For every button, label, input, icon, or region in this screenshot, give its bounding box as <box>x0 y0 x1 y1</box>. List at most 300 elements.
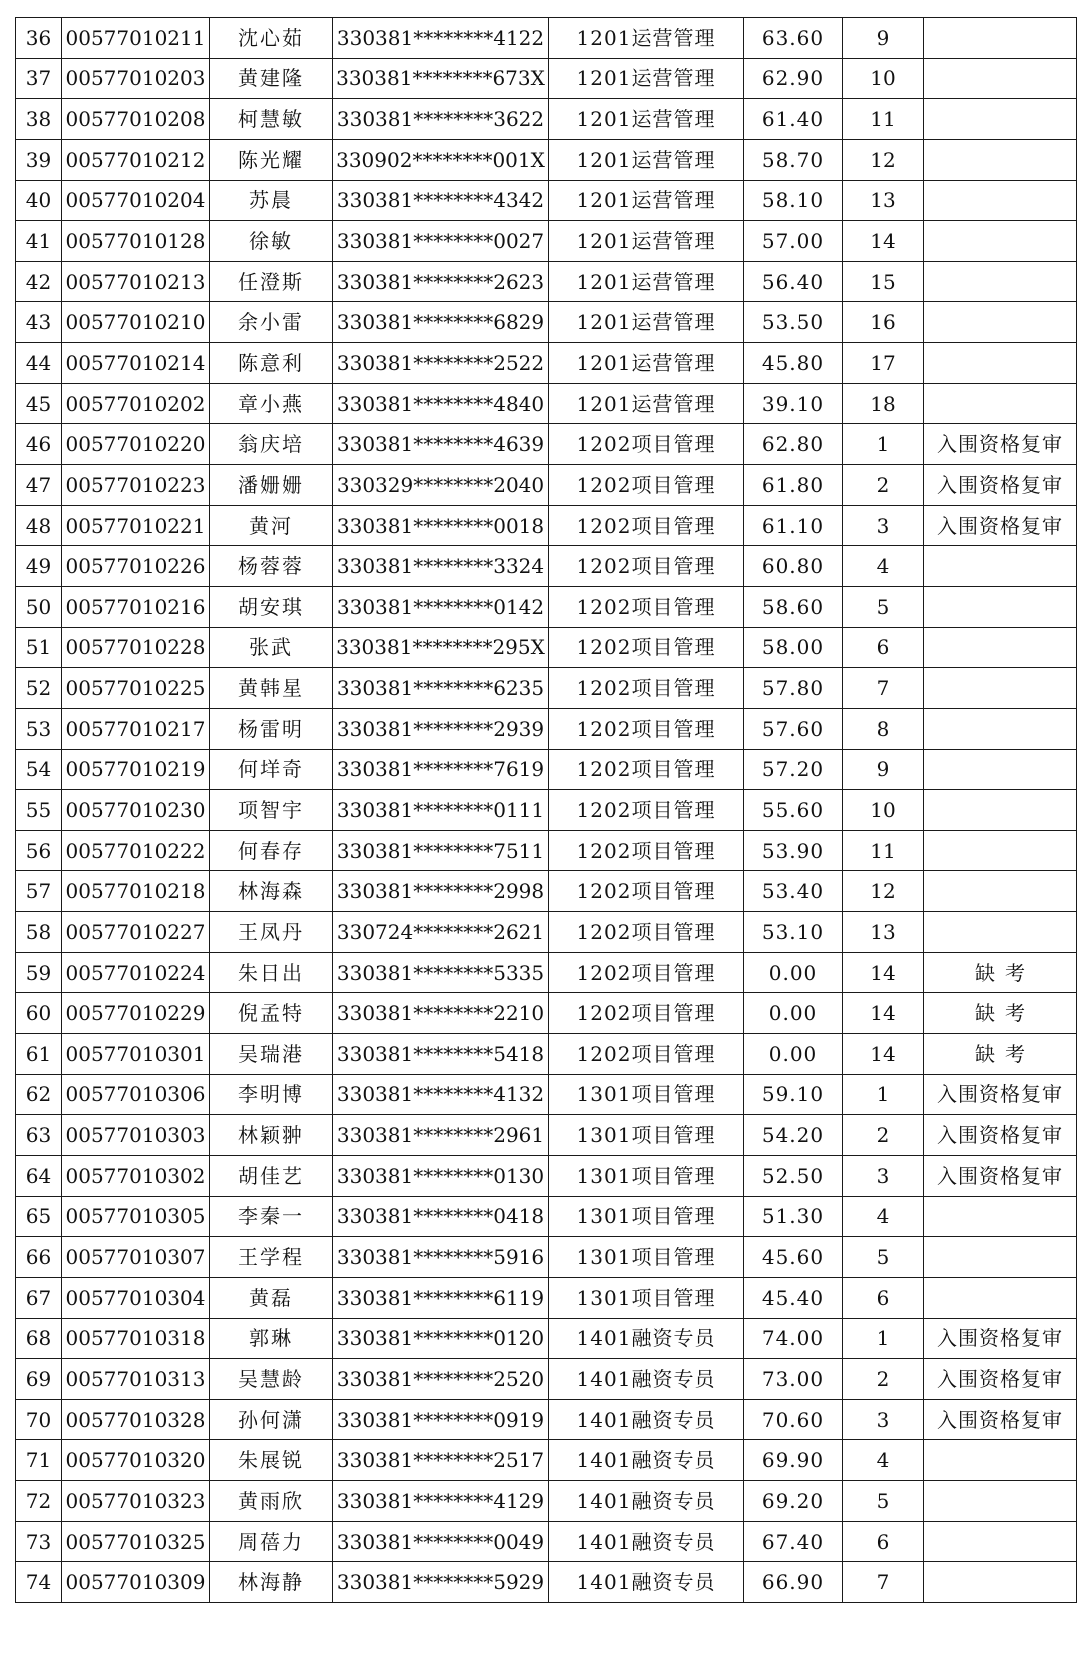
table-row <box>16 586 1077 627</box>
table-row <box>16 465 1077 506</box>
candidate-name-cell: 王学程 <box>210 1237 333 1278</box>
id-number-cell: 330381********2522 <box>333 343 549 384</box>
ticket-number-cell: 00577010218 <box>62 871 210 912</box>
row-number-cell: 45 <box>16 383 62 424</box>
score-cell: 52.50 <box>744 1155 843 1196</box>
position-cell: 1201运营管理 <box>549 302 744 343</box>
candidate-name-cell: 杨雷明 <box>210 708 333 749</box>
candidate-name-cell: 黄雨欣 <box>210 1481 333 1522</box>
table-row <box>16 1155 1077 1196</box>
candidate-name-cell: 周蓓力 <box>210 1521 333 1562</box>
table-row <box>16 871 1077 912</box>
ticket-number-cell: 00577010323 <box>62 1481 210 1522</box>
remark-cell: 入围资格复审 <box>924 1074 1077 1115</box>
id-number-cell: 330381********6235 <box>333 668 549 709</box>
id-number-cell: 330381********2520 <box>333 1359 549 1400</box>
table-row <box>16 302 1077 343</box>
rank-cell: 11 <box>843 830 924 871</box>
remark-cell <box>924 1440 1077 1481</box>
rank-cell: 14 <box>843 952 924 993</box>
rank-cell: 5 <box>843 1237 924 1278</box>
table-row <box>16 1440 1077 1481</box>
row-number-cell: 55 <box>16 790 62 831</box>
remark-cell <box>924 1196 1077 1237</box>
ticket-number-cell: 00577010325 <box>62 1521 210 1562</box>
remark-cell <box>924 830 1077 871</box>
ticket-number-cell: 00577010328 <box>62 1399 210 1440</box>
ticket-number-cell: 00577010303 <box>62 1115 210 1156</box>
candidate-name-cell: 黄河 <box>210 505 333 546</box>
candidate-name-cell: 沈心茹 <box>210 18 333 59</box>
position-cell: 1202项目管理 <box>549 952 744 993</box>
candidate-name-cell: 柯慧敏 <box>210 99 333 140</box>
row-number-cell: 60 <box>16 993 62 1034</box>
remark-cell <box>924 343 1077 384</box>
position-cell: 1401融资专员 <box>549 1521 744 1562</box>
ticket-number-cell: 00577010304 <box>62 1277 210 1318</box>
id-number-cell: 330381********7619 <box>333 749 549 790</box>
row-number-cell: 51 <box>16 627 62 668</box>
row-number-cell: 70 <box>16 1399 62 1440</box>
candidate-name-cell: 徐敏 <box>210 221 333 262</box>
position-cell: 1201运营管理 <box>549 180 744 221</box>
candidate-name-cell: 翁庆培 <box>210 424 333 465</box>
score-cell: 61.10 <box>744 505 843 546</box>
id-number-cell: 330381********0142 <box>333 586 549 627</box>
ticket-number-cell: 00577010224 <box>62 952 210 993</box>
remark-cell: 入围资格复审 <box>924 465 1077 506</box>
rank-cell: 3 <box>843 505 924 546</box>
remark-cell <box>924 668 1077 709</box>
remark-cell: 缺考 <box>924 952 1077 993</box>
position-cell: 1201运营管理 <box>549 18 744 59</box>
id-number-cell: 330381********5929 <box>333 1562 549 1603</box>
table-row <box>16 627 1077 668</box>
remark-cell <box>924 708 1077 749</box>
table-row <box>16 261 1077 302</box>
id-number-cell: 330381********2623 <box>333 261 549 302</box>
position-cell: 1301项目管理 <box>549 1277 744 1318</box>
rank-cell: 13 <box>843 180 924 221</box>
score-cell: 57.20 <box>744 749 843 790</box>
ticket-number-cell: 00577010301 <box>62 1034 210 1075</box>
position-cell: 1202项目管理 <box>549 830 744 871</box>
score-cell: 70.60 <box>744 1399 843 1440</box>
ticket-number-cell: 00577010217 <box>62 708 210 749</box>
row-number-cell: 56 <box>16 830 62 871</box>
score-cell: 62.90 <box>744 58 843 99</box>
table-row <box>16 1115 1077 1156</box>
remark-cell <box>924 871 1077 912</box>
remark-cell: 入围资格复审 <box>924 424 1077 465</box>
row-number-cell: 74 <box>16 1562 62 1603</box>
row-number-cell: 58 <box>16 912 62 953</box>
table-row <box>16 912 1077 953</box>
id-number-cell: 330381********2998 <box>333 871 549 912</box>
ticket-number-cell: 00577010305 <box>62 1196 210 1237</box>
id-number-cell: 330381********2939 <box>333 708 549 749</box>
remark-cell <box>924 790 1077 831</box>
id-number-cell: 330381********0018 <box>333 505 549 546</box>
position-cell: 1202项目管理 <box>549 912 744 953</box>
candidate-name-cell: 倪孟特 <box>210 993 333 1034</box>
table-row <box>16 1359 1077 1400</box>
ticket-number-cell: 00577010307 <box>62 1237 210 1278</box>
score-cell: 57.60 <box>744 708 843 749</box>
table-row <box>16 1196 1077 1237</box>
table-row <box>16 993 1077 1034</box>
ticket-number-cell: 00577010213 <box>62 261 210 302</box>
rank-cell: 4 <box>843 1440 924 1481</box>
row-number-cell: 41 <box>16 221 62 262</box>
remark-cell: 缺考 <box>924 993 1077 1034</box>
table-row <box>16 952 1077 993</box>
position-cell: 1202项目管理 <box>549 668 744 709</box>
score-cell: 39.10 <box>744 383 843 424</box>
score-cell: 53.40 <box>744 871 843 912</box>
id-number-cell: 330381********4342 <box>333 180 549 221</box>
table-row <box>16 1237 1077 1278</box>
ticket-number-cell: 00577010204 <box>62 180 210 221</box>
candidate-name-cell: 杨蓉蓉 <box>210 546 333 587</box>
rank-cell: 7 <box>843 1562 924 1603</box>
ticket-number-cell: 00577010320 <box>62 1440 210 1481</box>
row-number-cell: 42 <box>16 261 62 302</box>
table-row <box>16 1399 1077 1440</box>
remark-cell <box>924 383 1077 424</box>
position-cell: 1201运营管理 <box>549 343 744 384</box>
position-cell: 1301项目管理 <box>549 1196 744 1237</box>
id-number-cell: 330902********001X <box>333 139 549 180</box>
remark-cell <box>924 1521 1077 1562</box>
position-cell: 1401融资专员 <box>549 1318 744 1359</box>
remark-cell <box>924 18 1077 59</box>
ticket-number-cell: 00577010313 <box>62 1359 210 1400</box>
row-number-cell: 36 <box>16 18 62 59</box>
score-cell: 57.80 <box>744 668 843 709</box>
table-row <box>16 505 1077 546</box>
candidate-name-cell: 陈光耀 <box>210 139 333 180</box>
table-row <box>16 1562 1077 1603</box>
score-cell: 56.40 <box>744 261 843 302</box>
remark-cell <box>924 99 1077 140</box>
score-cell: 53.50 <box>744 302 843 343</box>
table-row <box>16 1481 1077 1522</box>
table-row <box>16 1521 1077 1562</box>
exam-results-table <box>15 17 1077 1603</box>
position-cell: 1201运营管理 <box>549 139 744 180</box>
remark-cell <box>924 261 1077 302</box>
row-number-cell: 59 <box>16 952 62 993</box>
ticket-number-cell: 00577010208 <box>62 99 210 140</box>
row-number-cell: 53 <box>16 708 62 749</box>
table-row <box>16 139 1077 180</box>
ticket-number-cell: 00577010212 <box>62 139 210 180</box>
id-number-cell: 330381********0120 <box>333 1318 549 1359</box>
table-row <box>16 708 1077 749</box>
candidate-name-cell: 朱展锐 <box>210 1440 333 1481</box>
id-number-cell: 330381********2517 <box>333 1440 549 1481</box>
rank-cell: 3 <box>843 1399 924 1440</box>
score-cell: 58.00 <box>744 627 843 668</box>
position-cell: 1201运营管理 <box>549 261 744 302</box>
id-number-cell: 330381********5335 <box>333 952 549 993</box>
row-number-cell: 40 <box>16 180 62 221</box>
row-number-cell: 64 <box>16 1155 62 1196</box>
candidate-name-cell: 林海静 <box>210 1562 333 1603</box>
rank-cell: 5 <box>843 586 924 627</box>
position-cell: 1202项目管理 <box>549 586 744 627</box>
score-cell: 0.00 <box>744 1034 843 1075</box>
table-row <box>16 221 1077 262</box>
row-number-cell: 50 <box>16 586 62 627</box>
candidate-name-cell: 孙何潇 <box>210 1399 333 1440</box>
score-cell: 61.40 <box>744 99 843 140</box>
score-cell: 61.80 <box>744 465 843 506</box>
rank-cell: 12 <box>843 871 924 912</box>
row-number-cell: 62 <box>16 1074 62 1115</box>
ticket-number-cell: 00577010219 <box>62 749 210 790</box>
score-cell: 45.60 <box>744 1237 843 1278</box>
ticket-number-cell: 00577010220 <box>62 424 210 465</box>
id-number-cell: 330381********0111 <box>333 790 549 831</box>
remark-cell: 入围资格复审 <box>924 1115 1077 1156</box>
score-cell: 59.10 <box>744 1074 843 1115</box>
score-cell: 45.40 <box>744 1277 843 1318</box>
candidate-name-cell: 项智宇 <box>210 790 333 831</box>
id-number-cell: 330381********2210 <box>333 993 549 1034</box>
row-number-cell: 38 <box>16 99 62 140</box>
ticket-number-cell: 00577010227 <box>62 912 210 953</box>
score-cell: 57.00 <box>744 221 843 262</box>
rank-cell: 9 <box>843 18 924 59</box>
row-number-cell: 54 <box>16 749 62 790</box>
row-number-cell: 47 <box>16 465 62 506</box>
ticket-number-cell: 00577010214 <box>62 343 210 384</box>
candidate-name-cell: 吴瑞港 <box>210 1034 333 1075</box>
id-number-cell: 330381********6829 <box>333 302 549 343</box>
rank-cell: 16 <box>843 302 924 343</box>
position-cell: 1202项目管理 <box>549 505 744 546</box>
candidate-name-cell: 郭琳 <box>210 1318 333 1359</box>
remark-cell: 入围资格复审 <box>924 1155 1077 1196</box>
rank-cell: 1 <box>843 1318 924 1359</box>
remark-cell <box>924 180 1077 221</box>
rank-cell: 6 <box>843 1277 924 1318</box>
remark-cell <box>924 912 1077 953</box>
id-number-cell: 330724********2621 <box>333 912 549 953</box>
rank-cell: 13 <box>843 912 924 953</box>
score-cell: 0.00 <box>744 993 843 1034</box>
candidate-name-cell: 潘姗姗 <box>210 465 333 506</box>
score-cell: 51.30 <box>744 1196 843 1237</box>
ticket-number-cell: 00577010128 <box>62 221 210 262</box>
table-row <box>16 1318 1077 1359</box>
position-cell: 1401融资专员 <box>549 1440 744 1481</box>
remark-cell <box>924 1277 1077 1318</box>
table-row <box>16 1034 1077 1075</box>
position-cell: 1202项目管理 <box>549 424 744 465</box>
ticket-number-cell: 00577010222 <box>62 830 210 871</box>
id-number-cell: 330381********673X <box>333 58 549 99</box>
score-cell: 74.00 <box>744 1318 843 1359</box>
score-cell: 58.70 <box>744 139 843 180</box>
score-cell: 54.20 <box>744 1115 843 1156</box>
table-row <box>16 18 1077 59</box>
position-cell: 1202项目管理 <box>549 1034 744 1075</box>
id-number-cell: 330381********295X <box>333 627 549 668</box>
candidate-name-cell: 任澄斯 <box>210 261 333 302</box>
ticket-number-cell: 00577010226 <box>62 546 210 587</box>
rank-cell: 9 <box>843 749 924 790</box>
position-cell: 1202项目管理 <box>549 790 744 831</box>
score-cell: 53.90 <box>744 830 843 871</box>
rank-cell: 4 <box>843 546 924 587</box>
id-number-cell: 330381********3622 <box>333 99 549 140</box>
table-row <box>16 1277 1077 1318</box>
remark-cell: 入围资格复审 <box>924 1399 1077 1440</box>
row-number-cell: 67 <box>16 1277 62 1318</box>
rank-cell: 7 <box>843 668 924 709</box>
row-number-cell: 69 <box>16 1359 62 1400</box>
position-cell: 1201运营管理 <box>549 58 744 99</box>
id-number-cell: 330381********6119 <box>333 1277 549 1318</box>
row-number-cell: 43 <box>16 302 62 343</box>
position-cell: 1201运营管理 <box>549 99 744 140</box>
ticket-number-cell: 00577010302 <box>62 1155 210 1196</box>
remark-cell <box>924 749 1077 790</box>
candidate-name-cell: 何春存 <box>210 830 333 871</box>
rank-cell: 3 <box>843 1155 924 1196</box>
table-row <box>16 546 1077 587</box>
id-number-cell: 330381********0919 <box>333 1399 549 1440</box>
ticket-number-cell: 00577010225 <box>62 668 210 709</box>
rank-cell: 1 <box>843 1074 924 1115</box>
score-cell: 55.60 <box>744 790 843 831</box>
table-row <box>16 58 1077 99</box>
position-cell: 1202项目管理 <box>549 749 744 790</box>
table-row <box>16 180 1077 221</box>
remark-cell <box>924 1237 1077 1278</box>
candidate-name-cell: 何垟奇 <box>210 749 333 790</box>
row-number-cell: 66 <box>16 1237 62 1278</box>
position-cell: 1401融资专员 <box>549 1399 744 1440</box>
position-cell: 1301项目管理 <box>549 1115 744 1156</box>
ticket-number-cell: 00577010216 <box>62 586 210 627</box>
table-row <box>16 1074 1077 1115</box>
id-number-cell: 330381********3324 <box>333 546 549 587</box>
score-cell: 0.00 <box>744 952 843 993</box>
candidate-name-cell: 黄韩星 <box>210 668 333 709</box>
ticket-number-cell: 00577010202 <box>62 383 210 424</box>
ticket-number-cell: 00577010221 <box>62 505 210 546</box>
position-cell: 1301项目管理 <box>549 1074 744 1115</box>
position-cell: 1301项目管理 <box>549 1155 744 1196</box>
score-cell: 66.90 <box>744 1562 843 1603</box>
candidate-name-cell: 黄建隆 <box>210 58 333 99</box>
candidate-name-cell: 余小雷 <box>210 302 333 343</box>
remark-cell <box>924 586 1077 627</box>
position-cell: 1202项目管理 <box>549 993 744 1034</box>
candidate-name-cell: 胡安琪 <box>210 586 333 627</box>
score-cell: 53.10 <box>744 912 843 953</box>
ticket-number-cell: 00577010229 <box>62 993 210 1034</box>
ticket-number-cell: 00577010318 <box>62 1318 210 1359</box>
id-number-cell: 330381********5916 <box>333 1237 549 1278</box>
rank-cell: 6 <box>843 627 924 668</box>
rank-cell: 15 <box>843 261 924 302</box>
ticket-number-cell: 00577010203 <box>62 58 210 99</box>
score-cell: 60.80 <box>744 546 843 587</box>
rank-cell: 10 <box>843 58 924 99</box>
candidate-name-cell: 林颖翀 <box>210 1115 333 1156</box>
row-number-cell: 46 <box>16 424 62 465</box>
rank-cell: 14 <box>843 993 924 1034</box>
score-cell: 69.90 <box>744 1440 843 1481</box>
id-number-cell: 330381********2961 <box>333 1115 549 1156</box>
row-number-cell: 49 <box>16 546 62 587</box>
position-cell: 1201运营管理 <box>549 221 744 262</box>
remark-cell <box>924 302 1077 343</box>
candidate-name-cell: 胡佳艺 <box>210 1155 333 1196</box>
score-cell: 58.60 <box>744 586 843 627</box>
id-number-cell: 330329********2040 <box>333 465 549 506</box>
rank-cell: 2 <box>843 1115 924 1156</box>
score-cell: 73.00 <box>744 1359 843 1400</box>
position-cell: 1301项目管理 <box>549 1237 744 1278</box>
results-table-body <box>16 18 1077 1603</box>
remark-cell: 入围资格复审 <box>924 505 1077 546</box>
ticket-number-cell: 00577010309 <box>62 1562 210 1603</box>
remark-cell <box>924 221 1077 262</box>
id-number-cell: 330381********0027 <box>333 221 549 262</box>
score-cell: 67.40 <box>744 1521 843 1562</box>
position-cell: 1401融资专员 <box>549 1481 744 1522</box>
candidate-name-cell: 吴慧龄 <box>210 1359 333 1400</box>
row-number-cell: 68 <box>16 1318 62 1359</box>
table-row <box>16 383 1077 424</box>
id-number-cell: 330381********4132 <box>333 1074 549 1115</box>
position-cell: 1201运营管理 <box>549 383 744 424</box>
score-cell: 45.80 <box>744 343 843 384</box>
remark-cell: 入围资格复审 <box>924 1318 1077 1359</box>
rank-cell: 6 <box>843 1521 924 1562</box>
position-cell: 1202项目管理 <box>549 871 744 912</box>
table-row <box>16 830 1077 871</box>
rank-cell: 18 <box>843 383 924 424</box>
rank-cell: 14 <box>843 1034 924 1075</box>
remark-cell <box>924 1481 1077 1522</box>
ticket-number-cell: 00577010230 <box>62 790 210 831</box>
rank-cell: 12 <box>843 139 924 180</box>
candidate-name-cell: 朱日出 <box>210 952 333 993</box>
row-number-cell: 71 <box>16 1440 62 1481</box>
ticket-number-cell: 00577010210 <box>62 302 210 343</box>
id-number-cell: 330381********4840 <box>333 383 549 424</box>
ticket-number-cell: 00577010228 <box>62 627 210 668</box>
rank-cell: 10 <box>843 790 924 831</box>
row-number-cell: 72 <box>16 1481 62 1522</box>
table-row <box>16 424 1077 465</box>
candidate-name-cell: 黄磊 <box>210 1277 333 1318</box>
id-number-cell: 330381********0130 <box>333 1155 549 1196</box>
rank-cell: 11 <box>843 99 924 140</box>
table-row <box>16 749 1077 790</box>
remark-cell <box>924 1562 1077 1603</box>
candidate-name-cell: 苏晨 <box>210 180 333 221</box>
row-number-cell: 73 <box>16 1521 62 1562</box>
rank-cell: 1 <box>843 424 924 465</box>
